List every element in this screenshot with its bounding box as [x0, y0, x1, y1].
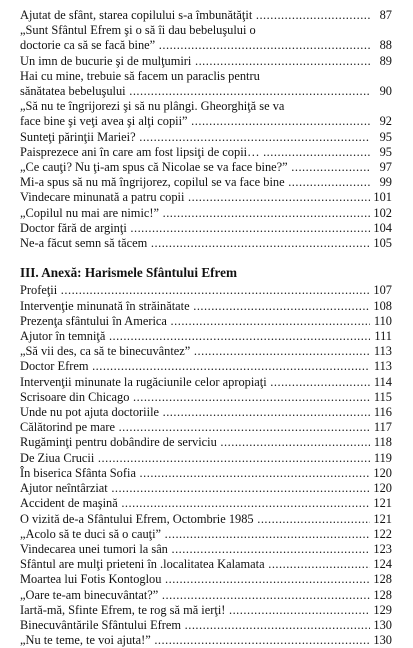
toc-entry-title-line: Scrisoare din Chicago .....	[20, 390, 370, 405]
toc-entry-title-line: face bine şi veţi avea şi alţi copii” .....	[20, 114, 370, 129]
toc-entry	[20, 145, 392, 160]
toc-entry	[20, 542, 392, 557]
toc-entry-page-number: 111	[374, 329, 392, 344]
toc-entry-title-line: „Să nu te îngrijorezi şi să nu plângi. Gheorghiţă se va	[20, 99, 285, 114]
toc-entry-title	[20, 496, 370, 511]
toc-entry-title	[20, 420, 370, 435]
toc-entry	[20, 99, 392, 129]
toc-entry-title	[20, 557, 370, 572]
toc-entry	[20, 190, 392, 205]
toc-entry-title	[20, 160, 370, 175]
toc-entry-title-line: De Ziua Crucii .....	[20, 451, 370, 466]
toc-entry-page-number: 114	[373, 374, 392, 389]
toc-entry-page-number: 113	[373, 359, 392, 374]
toc-entry-title	[20, 375, 370, 390]
toc-entry-title	[20, 542, 370, 557]
toc-entry-page-number: 95	[379, 129, 392, 144]
toc-entry-page-number: 92	[379, 114, 392, 129]
toc-entry	[20, 221, 392, 236]
toc-entry-title	[20, 329, 370, 344]
toc-entry-title-line: Intervenţii minunate la rugăciunile celor apropiaţi .....	[20, 375, 370, 390]
toc-entry-title-line: Unde nu pot ajuta doctoriile .....	[20, 405, 370, 420]
toc-entry-page-number: 123	[373, 541, 392, 556]
section-heading: III. Anexă: Harismele Sfântului Efrem	[20, 265, 237, 281]
toc-entry-title-line: În biserica Sfânta Sofia .....	[20, 466, 370, 481]
toc-entry	[20, 557, 392, 572]
toc-entry-title-line: O vizită de-a Sfântului Efrem, Octombrie 1985 .....	[20, 512, 370, 527]
toc-entry-title-line: Mi-a spus să nu mă îngrijorez, copilul se va face bine .....	[20, 175, 370, 190]
toc-entry-title-line: „Ce cauţi? Nu ţi-am spus că Nicolae se va face bine?” .....	[20, 160, 370, 175]
toc-entry	[20, 314, 392, 329]
toc-entry-title	[20, 359, 370, 374]
toc-entry-title	[20, 435, 370, 450]
table-of-contents-part-2	[20, 283, 392, 648]
toc-entry-title	[20, 451, 370, 466]
toc-entry-title	[20, 206, 370, 221]
toc-entry	[20, 69, 392, 99]
toc-entry-page-number: 104	[373, 220, 392, 235]
toc-entry-title-line: sănătatea bebeluşului .....	[20, 84, 370, 99]
toc-entry-title	[20, 130, 370, 145]
toc-entry-page-number: 107	[373, 283, 392, 298]
toc-entry-title	[20, 299, 370, 314]
toc-entry-title-line: Hai cu mine, trebuie să facem un paraclis pentru	[20, 68, 260, 83]
toc-entry	[20, 603, 392, 618]
table-of-contents-part-1	[20, 8, 392, 251]
toc-entry-title	[20, 145, 370, 160]
toc-entry-page-number: 110	[373, 313, 392, 328]
toc-entry-title-line: Sfântul are mulţi prieteni în .localitatea Kalamata .....	[20, 557, 370, 572]
toc-entry	[20, 236, 392, 251]
toc-entry-title-line: Doctor Efrem .....	[20, 359, 370, 374]
toc-entry-title-line: Rugăminţi pentru dobândire de serviciu .....	[20, 435, 370, 450]
toc-entry-title-line: „Oare te-am binecuvântat?” .....	[20, 588, 370, 603]
toc-entry-title-line: Ajutor neîntârziat .....	[20, 481, 370, 496]
toc-entry-page-number: 119	[373, 450, 392, 465]
toc-entry-title-line: Un imn de bucurie şi de mulţumiri .....	[20, 54, 370, 69]
toc-entry-page-number: 113	[373, 344, 392, 359]
toc-entry-title-line: Prezenţa sfântului în America .....	[20, 314, 370, 329]
toc-entry-title	[20, 190, 370, 205]
toc-entry-page-number: 89	[379, 53, 392, 68]
toc-entry-page-number: 116	[373, 405, 392, 420]
toc-entry-title-line: Ajutor în temniţă .....	[20, 329, 370, 344]
toc-entry	[20, 329, 392, 344]
toc-entry	[20, 175, 392, 190]
toc-entry-title-line: Profeţii .....	[20, 283, 370, 298]
toc-entry-page-number: 115	[373, 389, 392, 404]
toc-entry-title	[20, 588, 370, 603]
toc-entry	[20, 633, 392, 648]
toc-entry-title-line: Ne-a făcut semn să tăcem .....	[20, 236, 370, 251]
toc-entry-title-line: Vindecarea unei tumori la sân .....	[20, 542, 370, 557]
toc-entry	[20, 451, 392, 466]
toc-entry-title	[20, 466, 370, 481]
toc-entry-title	[20, 618, 370, 633]
toc-entry	[20, 54, 392, 69]
toc-entry-page-number: 121	[373, 511, 392, 526]
toc-entry	[20, 359, 392, 374]
toc-entry-page-number: 105	[373, 236, 392, 251]
toc-entry-page-number: 108	[373, 298, 392, 313]
toc-entry-page-number: 129	[373, 602, 392, 617]
toc-entry-page-number: 130	[373, 617, 392, 632]
toc-entry	[20, 130, 392, 145]
toc-entry-page-number: 120	[373, 481, 392, 496]
toc-entry-page-number: 130	[373, 633, 392, 648]
toc-entry	[20, 8, 392, 23]
toc-entry-page-number: 102	[373, 205, 392, 220]
toc-entry-page-number: 120	[373, 465, 392, 480]
toc-entry-title	[20, 283, 370, 298]
toc-entry-title-line: Sunteţi părinţii Mariei? .....	[20, 130, 370, 145]
toc-entry	[20, 527, 392, 542]
toc-entry-title	[20, 54, 370, 69]
toc-entry-title	[20, 314, 370, 329]
toc-entry-page-number: 128	[373, 572, 392, 587]
toc-entry-page-number: 99	[379, 175, 392, 190]
toc-entry-title	[20, 175, 370, 190]
toc-entry-page-number: 121	[373, 496, 392, 511]
toc-entry	[20, 435, 392, 450]
toc-entry-title-line: Paisprezece ani în care am fost lipsiţi de copii… .....	[20, 145, 370, 160]
toc-entry-title-line: Vindecare minunată a patru copii .....	[20, 190, 370, 205]
toc-entry	[20, 512, 392, 527]
toc-entry	[20, 618, 392, 633]
toc-entry	[20, 23, 392, 53]
toc-entry-title	[20, 390, 370, 405]
toc-entry-title	[20, 221, 370, 236]
toc-entry-page-number: 101	[373, 190, 392, 205]
toc-entry-title-line: Ajutat de sfânt, starea copilului s-a îmbunătăţit .....	[20, 8, 370, 23]
toc-entry	[20, 160, 392, 175]
toc-entry-title	[20, 572, 370, 587]
toc-entry	[20, 420, 392, 435]
toc-entry-title	[20, 512, 370, 527]
toc-entry	[20, 572, 392, 587]
toc-entry-page-number: 90	[379, 84, 392, 99]
toc-entry	[20, 481, 392, 496]
toc-entry	[20, 405, 392, 420]
toc-entry-title	[20, 8, 370, 23]
toc-entry-title	[20, 99, 370, 129]
toc-entry-title-line: Călătorind pe mare .....	[20, 420, 370, 435]
toc-entry	[20, 344, 392, 359]
toc-entry-title	[20, 633, 370, 648]
toc-entry-title-line: Moartea lui Fotis Kontoglou .....	[20, 572, 370, 587]
toc-entry-title	[20, 527, 370, 542]
toc-entry-title-line: „Acolo să te duci să o cauţi” .....	[20, 527, 370, 542]
toc-entry-page-number: 117	[373, 420, 392, 435]
toc-entry-title-line: „Sunt Sfântul Efrem şi o să îi dau bebeluşului o	[20, 23, 256, 38]
toc-entry-title-line: doctorie ca să se facă bine” .....	[20, 38, 370, 53]
toc-entry	[20, 588, 392, 603]
toc-entry-page-number: 124	[373, 557, 392, 572]
toc-entry	[20, 299, 392, 314]
toc-entry-title-line: Binecuvântările Sfântului Efrem .....	[20, 618, 370, 633]
toc-entry	[20, 496, 392, 511]
toc-entry-title	[20, 23, 370, 53]
toc-entry-page-number: 95	[379, 144, 392, 159]
toc-entry-title-line: Doctor fără de arginţi .....	[20, 221, 370, 236]
toc-entry-title-line: „Copilul nu mai are nimic!” .....	[20, 206, 370, 221]
toc-entry-title-line: Iartă-mă, Sfinte Efrem, te rog să mă ierţi! .....	[20, 603, 370, 618]
toc-entry-page-number: 122	[373, 526, 392, 541]
toc-entry	[20, 390, 392, 405]
toc-entry-page-number: 87	[379, 8, 392, 22]
toc-entry-page-number: 128	[373, 587, 392, 602]
toc-entry-page-number: 97	[379, 160, 392, 175]
toc-entry-title	[20, 603, 370, 618]
toc-entry-page-number: 118	[373, 435, 392, 450]
toc-entry	[20, 466, 392, 481]
toc-entry-title	[20, 344, 370, 359]
toc-entry-page-number: 88	[379, 38, 392, 53]
toc-entry-title-line: Intervenţie minunată în străinătate .....	[20, 299, 370, 314]
toc-entry	[20, 206, 392, 221]
toc-entry	[20, 283, 392, 298]
toc-entry-title	[20, 481, 370, 496]
toc-entry-title	[20, 405, 370, 420]
toc-entry-title	[20, 236, 370, 251]
toc-entry-title-line: „Nu te teme, te voi ajuta!” .....	[20, 633, 370, 648]
toc-entry-title	[20, 69, 370, 99]
toc-entry	[20, 375, 392, 390]
toc-entry-title-line: „Să vii des, ca să te binecuvântez” .....	[20, 344, 370, 359]
toc-entry-title-line: Accident de maşină .....	[20, 496, 370, 511]
